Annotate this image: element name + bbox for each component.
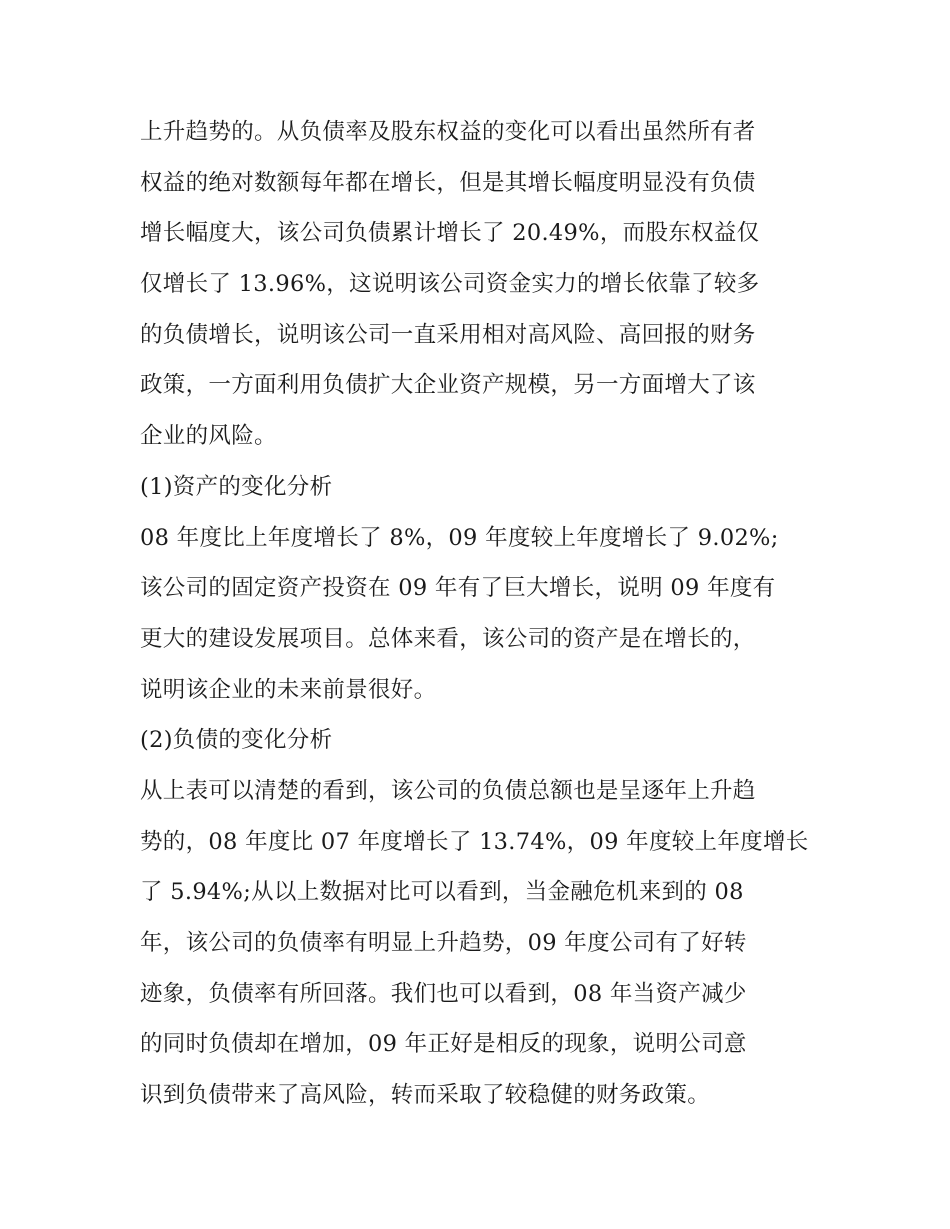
text-line: 仅增长了 13.96%，这说明该公司资金实力的增长依靠了较多: [140, 271, 760, 298]
text-line: 该公司的固定资产投资在 09 年有了巨大增长，说明 09 年度有: [140, 575, 776, 602]
text-line: 企业的风险。: [140, 423, 277, 450]
text-line: 年，该公司的负债率有明显上升趋势，09 年度公司有了好转: [140, 930, 747, 956]
text-line: 识到负债带来了高风险，转而采取了较稳健的财务政策。: [140, 1082, 711, 1109]
text-line: 势的，08 年度比 07 年度增长了 13.74%，09 年度较上年度增长: [140, 828, 809, 855]
text-line: 从上表可以清楚的看到，该公司的负债总额也是呈逐年上升趋: [140, 777, 756, 804]
text-line: 说明该企业的未来前景很好。: [140, 676, 437, 703]
body-text: [140, 107, 820, 1121]
text-line: 权益的绝对数额每年都在增长，但是其增长幅度明显没有负债: [140, 169, 756, 196]
section-heading-assets: (1)资产的变化分析: [140, 473, 333, 500]
section-heading-liabilities: (2)负债的变化分析: [140, 727, 333, 754]
text-line: 的同时负债却在增加，09 年正好是相反的现象，说明公司意: [140, 1031, 747, 1058]
text-line: 上升趋势的。从负债率及股东权益的变化可以看出虽然所有者: [140, 119, 756, 145]
text-line: 的负债增长，说明该公司一直采用相对高风险、高回报的财务: [140, 321, 756, 348]
text-line: 更大的建设发展项目。总体来看，该公司的资产是在增长的，: [140, 625, 756, 652]
text-line: 了 5.94%;从以上数据对比可以看到，当金融危机来到的 08: [140, 879, 744, 906]
text-line: 增长幅度大，该公司负债累计增长了 20.49%，而股东权益仅: [140, 220, 760, 247]
text-line: 政策，一方面利用负债扩大企业资产规模，另一方面增大了该: [140, 372, 756, 399]
text-line: 08 年度比上年度增长了 8%，09 年度较上年度增长了 9.02%;: [140, 524, 779, 551]
text-line: 迹象，负债率有所回落。我们也可以看到，08 年当资产减少: [140, 980, 747, 1007]
